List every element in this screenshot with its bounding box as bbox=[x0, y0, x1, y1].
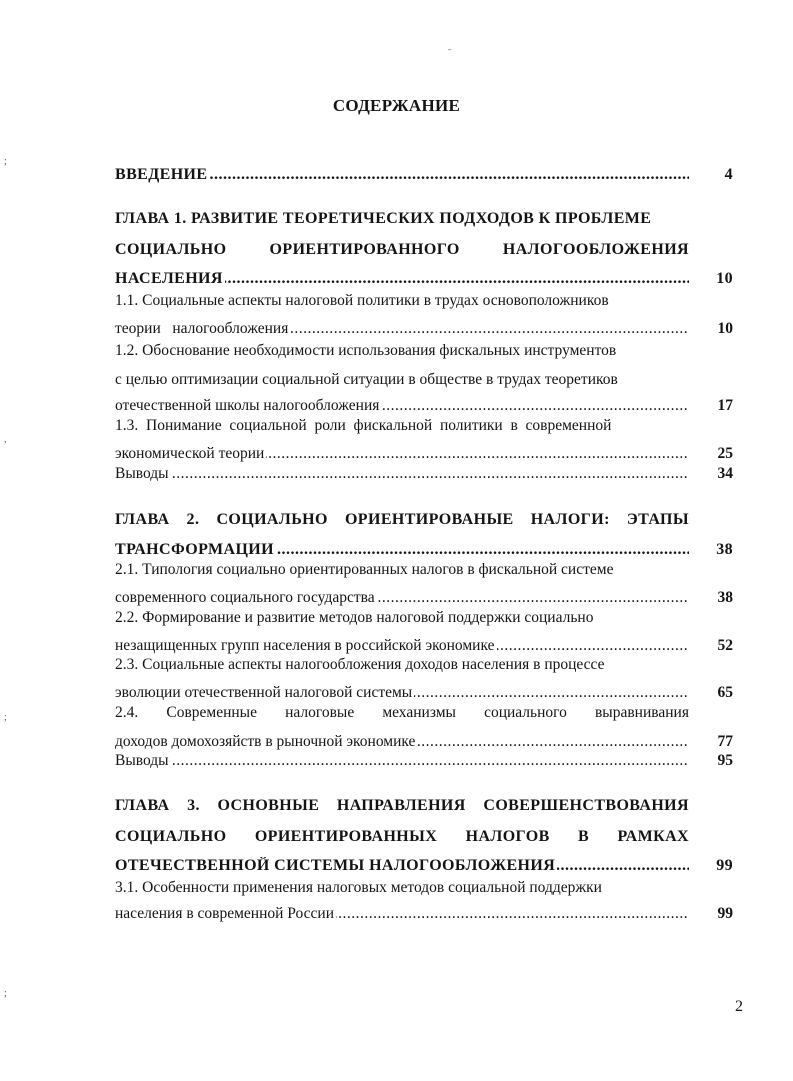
entry-label: незащищенных групп населения в российской экономике bbox=[115, 637, 495, 654]
section-text: 3.1. Особенности применения налоговых методов социальной поддержки bbox=[115, 879, 602, 896]
page-ref: 10 bbox=[716, 270, 733, 287]
entry-label: экономической теории bbox=[115, 445, 265, 462]
page-ref: 38 bbox=[717, 589, 733, 606]
entry-label: населения в современной России bbox=[115, 905, 335, 922]
page-ref: 34 bbox=[717, 465, 733, 482]
scan-speck: ; bbox=[4, 712, 7, 723]
section-text: с целью оптимизации социальной ситуации в обществе в трудах теоретиков bbox=[115, 371, 618, 388]
word: ОСНОВНЫЕ bbox=[217, 797, 320, 814]
entry-label: Выводы bbox=[115, 752, 169, 769]
page-ref: 4 bbox=[724, 166, 733, 183]
entry-label: Выводы bbox=[115, 465, 169, 482]
word: ЭТАПЫ bbox=[626, 511, 689, 528]
word: В bbox=[578, 828, 590, 845]
word: Современные bbox=[166, 704, 257, 721]
scan-speck: ; bbox=[4, 988, 7, 999]
word: ГЛАВА bbox=[115, 797, 170, 814]
entry-label: ТРАНСФОРМАЦИИ bbox=[115, 541, 274, 558]
word: 2.4. bbox=[115, 704, 139, 721]
section-text: 2.3. Социальные аспекты налогообложения доходов населения в процессе bbox=[115, 656, 605, 673]
entry-label: эволюции отечественной налоговой системы bbox=[115, 684, 413, 701]
section-text: 1.3. Понимание социальной роли фискальной политики в современной bbox=[115, 417, 612, 434]
word: НАЛОГООБЛОЖЕНИЯ bbox=[502, 241, 689, 258]
word: 2. bbox=[186, 511, 200, 528]
page-number: 2 bbox=[735, 998, 743, 1015]
section-text: 2.1. Типология социально ориентированных налогов в фискальной системе bbox=[115, 561, 614, 578]
word: ОРИЕНТИРОВАНЫЕ bbox=[344, 511, 514, 528]
word: ОРИЕНТИРОВАННОГО bbox=[269, 241, 460, 258]
entry-label: ОТЕЧЕСТВЕННОЙ СИСТЕМЫ НАЛОГООБЛОЖЕНИЯ bbox=[115, 857, 556, 874]
word: ОРИЕНТИРОВАННЫХ bbox=[254, 828, 438, 845]
page-ref: 77 bbox=[717, 733, 733, 750]
word: НАЛОГИ: bbox=[530, 511, 610, 528]
word: СОЦИАЛЬНО bbox=[115, 828, 227, 845]
word: выравнивания bbox=[594, 704, 689, 721]
scan-speck: ˗ bbox=[448, 44, 452, 55]
entry-label: современного социального государства bbox=[115, 589, 375, 606]
page-ref: 38 bbox=[716, 541, 733, 558]
word: СОВЕРШЕНСТВОВАНИЯ bbox=[483, 797, 689, 814]
word: СОЦИАЛЬНО bbox=[216, 511, 328, 528]
page-ref: 65 bbox=[717, 684, 733, 701]
word: СОЦИАЛЬНО bbox=[115, 241, 227, 258]
entry-label: теории налогообложения bbox=[115, 320, 289, 337]
page-ref: 25 bbox=[717, 445, 733, 462]
page-ref: 99 bbox=[716, 857, 733, 874]
toc-heading: СОДЕРЖАНИЕ bbox=[332, 96, 461, 115]
entry-label: ВВЕДЕНИЕ bbox=[115, 166, 208, 183]
word: НАПРАВЛЕНИЯ bbox=[336, 797, 466, 814]
section-text: 2.2. Формирование и развитие методов налоговой поддержки социально bbox=[115, 609, 594, 626]
entry-label: отечественной школы налогообложения bbox=[115, 397, 380, 414]
page-ref: 10 bbox=[717, 320, 733, 337]
word: 3. bbox=[187, 797, 200, 814]
word: социального bbox=[484, 704, 567, 721]
section-text: 1.2. Обоснование необходимости использования фискальных инструментов bbox=[115, 342, 617, 359]
word: ГЛАВА bbox=[115, 511, 170, 528]
entry-label: НАСЕЛЕНИЯ bbox=[115, 270, 223, 287]
word: РАМКАХ bbox=[617, 828, 689, 845]
page-ref: 99 bbox=[717, 905, 733, 922]
entry-label: доходов домохозяйств в рыночной экономике bbox=[115, 733, 416, 750]
scan-speck: , bbox=[4, 434, 7, 445]
word: НАЛОГОВ bbox=[465, 828, 550, 845]
chapter-title-text: ГЛАВА 1. РАЗВИТИЕ ТЕОРЕТИЧЕСКИХ ПОДХОДОВ К ПРОБЛЕМЕ bbox=[115, 210, 652, 227]
page-ref: 17 bbox=[717, 397, 733, 414]
word: механизмы bbox=[382, 704, 456, 721]
page-ref: 52 bbox=[717, 637, 733, 654]
page-ref: 95 bbox=[717, 752, 733, 769]
word: налоговые bbox=[285, 704, 355, 721]
scan-speck: ; bbox=[4, 156, 7, 167]
section-text: 1.1. Социальные аспекты налоговой политики в трудах основоположников bbox=[115, 292, 609, 309]
